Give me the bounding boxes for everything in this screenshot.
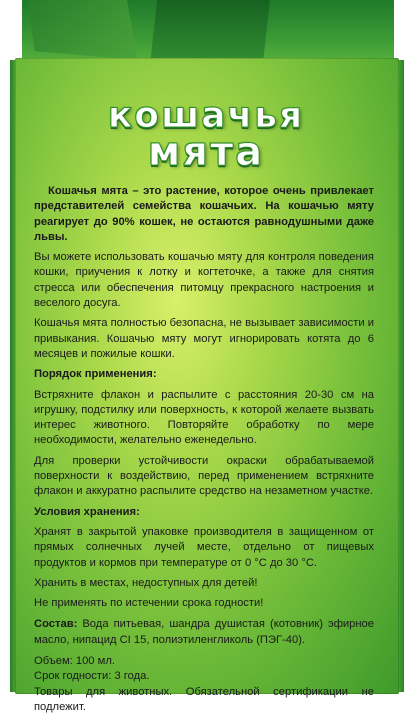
safety-paragraph: Кошачья мята полностью безопасна, не вызывает зависимости и привыкания. Кошачью мяту могут игнорировать котята до 6 месяцев и пожилые кошки. [34, 317, 374, 360]
product-title-line2: мята [147, 129, 265, 175]
storage-heading: Условия хранения: [34, 505, 140, 518]
usage-paragraph: Встряхните флакон и распылите с расстояния 20-30 см на игрушку, подстилку или поверхность, к которой желаете вызвать интерес животного. Повторяйте обработку по мере необходимости, желательно еженедельно. [34, 388, 374, 447]
test-paragraph: Для проверки устойчивости окраски обрабатываемой поверхности к воздействию, перед применением встряхните флакон и аккуратно распылите средство на незаметном участке. [34, 454, 374, 498]
usage-heading: Порядок применения: [34, 368, 157, 381]
children-warning: Хранить в местах, недоступных для детей! [34, 576, 258, 589]
composition-paragraph [34, 617, 374, 648]
volume-line: Объем: 100 мл. [34, 655, 115, 668]
expiry-warning: Не применять по истечении срока годности! [34, 597, 264, 610]
product-title-line1: кошачья [107, 95, 305, 136]
intro-paragraph: Кошачья мята – это растение, которое очень привлекает представителей семейства кошачьих. На кошачью мяту реагирует до 90% кошек, не остаются равнодушными даже львы. [34, 185, 374, 243]
composition-text: Вода питьевая, шандра душистая (котовник) эфирное масло, нипацид CI 15, полиэтиленгликоль (ПЭГ-40). [34, 618, 374, 646]
storage-paragraph: Хранят в закрытой упаковке производителя в защищенном от прямых солнечных лучей месте, отдельно от пищевых продуктов и кормов при температуре от 0 °С до 30 °С. [34, 525, 374, 569]
use-paragraph: Вы можете использовать кошачью мяту для контроля поведения кошки, приучения к лотку и когтеточке, а также для снятия стресса или обеспечения питомцу прекрасного настроения и веселого досуга. [34, 251, 374, 310]
composition-label: Состав: [34, 618, 78, 631]
certification-line: Товары для животных. Обязательной сертификации не подлежит. [34, 685, 374, 713]
box-top-shadow [150, 0, 270, 64]
box-top-flap [28, 0, 138, 60]
shelf-life-line: Срок годности: 3 года. [34, 670, 150, 683]
product-description [34, 184, 374, 715]
